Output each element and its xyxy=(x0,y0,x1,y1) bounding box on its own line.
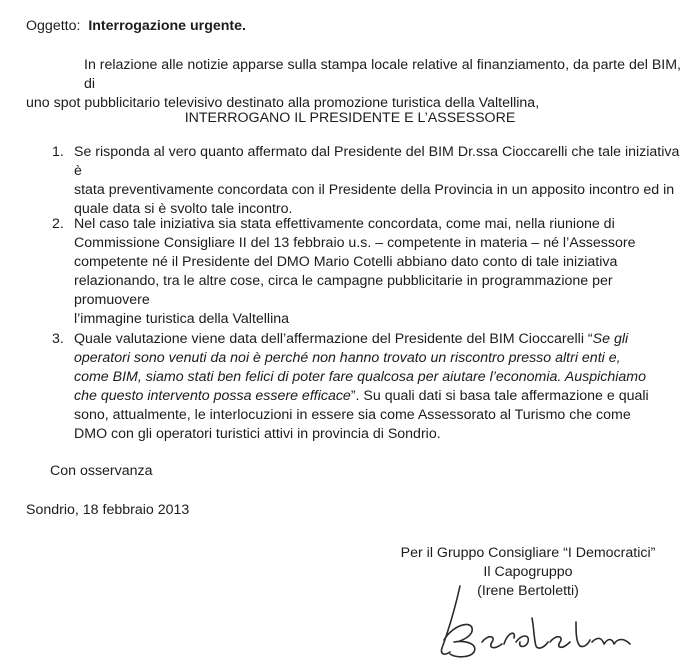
intro-paragraph xyxy=(26,56,686,113)
item-line: sono, attualmente, le interlocuzioni in essere sia come Assessorato al Turismo che come xyxy=(74,407,631,423)
quote-text: che questo intervento possa essere efficace xyxy=(74,388,351,404)
item-text-plain: ”. Su quali dati si basa tale affermazione e quali xyxy=(350,388,649,404)
item-line xyxy=(74,349,690,368)
item-number: 3. xyxy=(52,331,64,347)
item-line: l’immagine turistica della Valtellina xyxy=(74,311,290,327)
item-line: Commissione Consigliare II del 13 febbraio u.s. – competente in materia – né l’Assessore xyxy=(74,235,636,251)
signature-stroke xyxy=(592,638,630,644)
section-heading: INTERROGANO IL PRESIDENTE E L’ASSESSORE xyxy=(184,110,516,126)
item-text xyxy=(74,215,690,329)
place-date: Sondrio, 18 febbraio 2013 xyxy=(26,502,190,518)
signatory-role: Il Capogruppo xyxy=(483,564,573,580)
handwritten-signature xyxy=(430,582,650,662)
item-text xyxy=(74,330,690,444)
item-number: 2. xyxy=(52,216,64,232)
item-line: Nel caso tale iniziativa sia stata effettivamente concordata, come mai, nella riunione di xyxy=(74,216,615,232)
signature-stroke xyxy=(576,622,590,647)
item-line: quale data si è svolto tale incontro. xyxy=(74,201,293,217)
item-line xyxy=(74,330,690,349)
item-number: 1. xyxy=(52,144,64,160)
quote-text: come BIM, siamo stati ben felici di poter fare qualcosa per aiutare l’economia. Auspichiamo xyxy=(74,369,646,385)
signature-stroke xyxy=(441,586,460,654)
subject-line xyxy=(26,17,246,36)
signature-stroke xyxy=(482,637,502,648)
signatory-name: (Irene Bertoletti) xyxy=(477,583,579,599)
quote-text: operatori sono venuti da noi è perché non hanno trovato un riscontro presso altri enti e, xyxy=(74,350,621,366)
item-line: Se risponda al vero quanto affermato dal Presidente del BIM Dr.ssa Cioccarelli che tale iniziativa è xyxy=(74,144,680,179)
signatory-group: Per il Gruppo Consigliare “I Democratici” xyxy=(400,545,656,561)
closing-formula: Con osservanza xyxy=(50,463,153,479)
item-line: relazionando, tra le altre cose, circa le campagne pubblicitarie in programmazione per promuovere xyxy=(74,273,613,308)
item-line: stata preventivamente concordata con il Presidente della Provincia in un apposito incontro ed in xyxy=(74,182,675,198)
item-line: competente né il Presidente del DMO Mario Cotelli abbiano dato conto di tale iniziativa xyxy=(74,254,618,270)
signature-stroke xyxy=(516,636,528,647)
signature-stroke xyxy=(532,618,548,648)
subject-label: Oggetto: xyxy=(26,18,81,34)
item-line: DMO con gli operatori turistici attivi in provincia di Sondrio. xyxy=(74,426,441,442)
signature-stroke xyxy=(504,633,514,644)
intro-line-2: uno spot pubblicitario televisivo destinato alla promozione turistica della Valtellina, xyxy=(26,95,540,111)
item-line xyxy=(74,368,690,387)
subject-title: Interrogazione urgente. xyxy=(88,18,246,34)
intro-line-1: In relazione alle notizie apparse sulla stampa locale relative al finanziamento, da parte del BIM, di xyxy=(84,57,681,92)
item-line xyxy=(74,387,690,406)
signature-stroke xyxy=(550,637,570,648)
item-text xyxy=(74,143,690,219)
item-text-plain: Quale valutazione viene data dell’affermazione del Presidente del BIM Cioccarelli “ xyxy=(74,331,593,347)
quote-text: Se gli xyxy=(592,331,629,347)
